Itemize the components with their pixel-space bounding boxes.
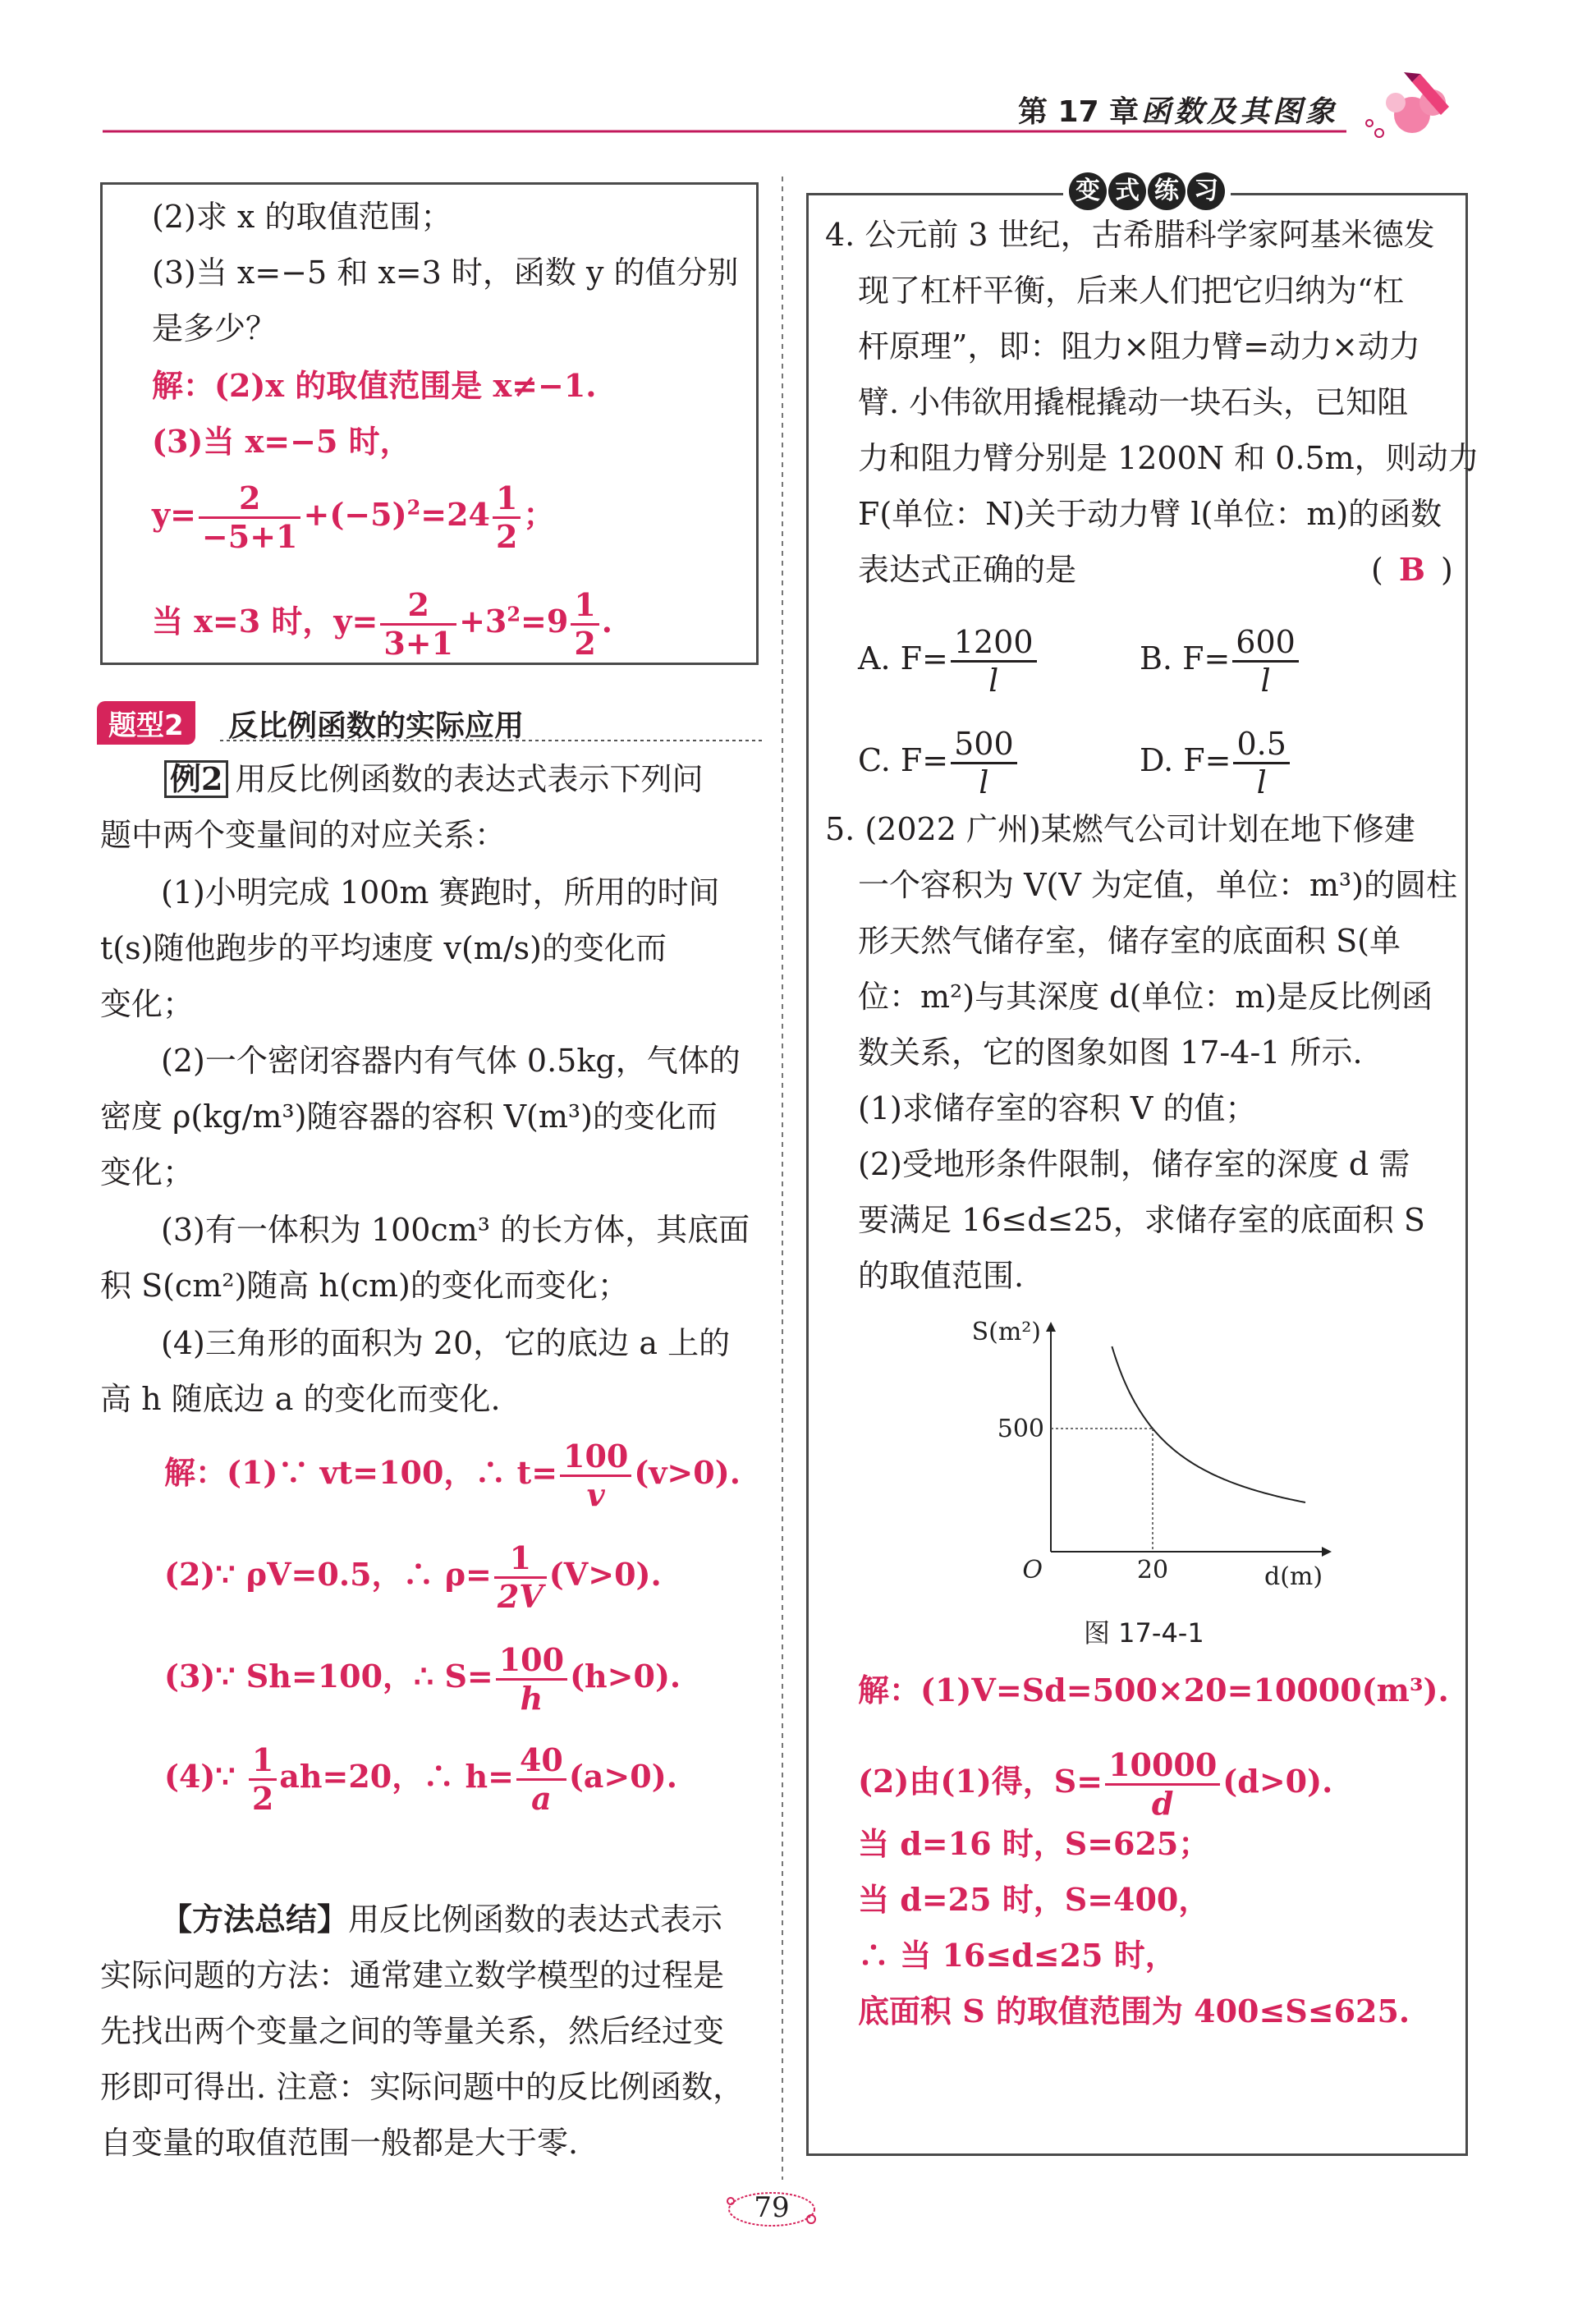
fraction [1233,726,1289,800]
eq-end: (a>0). [568,1758,677,1795]
denominator: l [1260,663,1271,699]
q4-line-5: 力和阻力臂分别是 1200N 和 0.5m，则动力 [858,440,1479,476]
solution-3 [164,1642,681,1717]
x-axis-arrow [1322,1547,1332,1557]
question-3-line-1: (3)当 x=−5 和 x=3 时，函数 y 的值分别 [152,255,739,291]
answer-3-equation [152,480,554,555]
column-divider [780,177,785,2180]
page-number-badge [722,2188,821,2231]
y-axis-label: S(m²) [971,1318,1041,1346]
numerator: 1 [571,587,598,626]
eq-middle: ah=20，∴ h= [279,1758,514,1795]
fraction [199,480,301,555]
q4-line-4: 臂. 小伟欲用撬棍撬动一块石头，已知阻 [858,384,1409,420]
denominator: l [979,764,989,800]
fraction [951,726,1017,800]
numerator: 100 [560,1438,631,1477]
option-b [1140,624,1301,699]
denominator: h [520,1680,543,1717]
example-line-1 [164,759,703,799]
answer-2: 解：(2)x 的取值范围是 x≠−1. [152,367,597,404]
example-label-text: 例 [170,760,202,797]
practice-tag-char: 习 [1187,172,1225,210]
q5-line-8: 要满足 16≤d≤25，求储存室的底面积 S [858,1202,1425,1238]
example-text: 用反比例函数的表达式表示下列问 [235,761,704,797]
solution-1 [164,1438,741,1513]
numerator: 600 [1232,624,1299,663]
q4-line-6: F(单位：N)关于动力臂 l(单位：m)的函数 [858,496,1442,532]
example-line-10: 积 S(cm²)随高 h(cm)的变化而变化； [100,1268,629,1304]
q4-line-2: 现了杠杆平衡，后来人们把它归纳为“杠 [858,273,1405,309]
q4-answer-letter: B [1398,551,1425,588]
example-line-4: t(s)随他跑步的平均速度 v(m/s)的变化而 [100,930,667,966]
example-line-8: 变化； [100,1154,195,1190]
numerator: 2 [199,480,301,519]
option-label: C. F= [858,742,949,778]
eq-middle: +(−5) [303,496,407,533]
example-line-11: (4)三角形的面积为 20，它的底边 a 上的 [161,1325,731,1361]
q5-line-4: 位：m²)与其深度 d(单位：m)是反比例函 [858,979,1433,1015]
method-title: 【方法总结】 [161,1901,349,1938]
fraction [951,624,1037,699]
denominator: 2 [251,1780,274,1817]
q4-line-7: 表达式正确的是 [858,552,1077,588]
option-label: B. F= [1140,640,1231,677]
answer-3-intro: (3)当 x=−5 时， [152,423,411,460]
eq-end: (V>0). [548,1556,662,1593]
fraction [494,1540,547,1615]
fraction [380,587,456,662]
q4-line-3: 杆原理”，即：阻力×阻力臂=动力×动力 [858,328,1420,365]
q5-line-2: 一个容积为 V(V 为定值，单位：m³)的圆柱 [858,867,1457,903]
half-fraction [249,1742,277,1817]
pencil-flower-icon [1363,57,1470,148]
option-a [858,624,1039,699]
section-title: 反比例函数的实际应用 [228,709,525,743]
eq-prefix: (2)由(1)得，S= [858,1763,1103,1800]
q5-line-7: (2)受地形条件限制，储存室的深度 d 需 [858,1146,1410,1182]
x-axis-label: d(m) [1264,1562,1323,1591]
x-tick-label: 20 [1136,1556,1169,1585]
example-line-3: (1)小明完成 100m 赛跑时，所用的时间 [161,874,720,910]
eq-prefix: (2)∵ ρV=0.5，∴ ρ= [164,1556,492,1593]
y-tick-label: 500 [997,1415,1044,1443]
option-c [858,726,1020,800]
denominator: v [586,1476,605,1513]
eq-end: (v>0). [634,1454,741,1491]
method-line-4: 形即可得出. 注意：实际问题中的反比例函数， [100,2069,745,2105]
figure-caption: 图 17-4-1 [1084,1617,1204,1649]
method-text: 用反比例函数的表达式表示 [348,1901,723,1938]
q5-solution-4: 当 d=25 时，S=400， [858,1881,1210,1918]
chapter-title: 函数及其图象 [1141,94,1339,129]
denominator: l [988,663,999,699]
denominator: 3+1 [383,625,454,662]
eq-end: (d>0). [1222,1763,1333,1800]
example-line-2: 题中两个变量间的对应关系： [100,817,507,853]
eq-end: . [601,603,613,640]
numerator: 0.5 [1233,726,1289,764]
fraction [1105,1747,1220,1822]
origin-label: O [1022,1556,1043,1585]
exponent: 2 [406,495,421,520]
example-label-number: 2 [201,760,223,797]
method-line-2: 实际问题的方法：通常建立数学模型的过程是 [100,1957,725,1993]
numerator: 1200 [951,624,1037,663]
eq-prefix: (3)∵ Sh=100，∴ S= [164,1658,493,1695]
q4-answer: ( B ) [1371,551,1453,588]
q5-line-1: 5. (2022 广州)某燃气公司计划在地下修建 [825,811,1415,847]
question-2: (2)求 x 的取值范围； [152,199,452,235]
fraction [516,1742,566,1817]
method-line-3: 先找出两个变量之间的等量关系，然后经过变 [100,2013,725,2049]
practice-tag-char: 式 [1108,172,1146,210]
q5-solution-6: 底面积 S 的取值范围为 400≤S≤625. [858,1993,1410,2030]
method-line-1 [161,1900,722,1939]
q5-solution-1: 解：(1)V=Sd=500×20=10000(m³). [858,1672,1449,1708]
eq-result: =24 [420,496,491,533]
page-header [0,0,1596,148]
eq-prefix: y= [152,496,196,533]
example-line-7: 密度 ρ(kg/m³)随容器的容积 V(m³)的变化而 [100,1098,718,1135]
mixed-fraction [571,587,598,662]
data-curve [1112,1346,1305,1502]
denominator: 2V [497,1578,543,1615]
answer-4-equation [152,587,612,662]
numerator: 1 [249,1742,277,1781]
q5-solution-5: ∴ 当 16≤d≤25 时， [858,1937,1176,1974]
eq-end: ； [523,496,555,533]
numerator: 10000 [1105,1747,1220,1786]
denominator: l [1256,764,1267,800]
eq-prefix: (4)∵ [164,1758,246,1795]
example-line-6: (2)一个密闭容器内有气体 0.5kg，气体的 [161,1043,741,1079]
option-label: A. F= [858,640,948,677]
practice-tag-char: 练 [1148,172,1186,210]
y-axis-arrow [1046,1322,1056,1332]
solution-4 [164,1742,677,1817]
numerator: 1 [493,480,521,519]
mixed-fraction [493,480,521,555]
q5-line-5: 数关系，它的图象如图 17-4-1 所示. [858,1034,1363,1071]
fraction [560,1438,631,1513]
page-number: 79 [754,2191,790,2224]
example-line-9: (3)有一体积为 100cm³ 的长方体，其底面 [161,1212,750,1248]
q5-line-9: 的取值范围. [858,1258,1025,1294]
denominator: 2 [496,518,518,555]
section-heading [97,698,762,744]
eq-prefix: 当 x=3 时，y= [152,603,378,640]
numerator: 2 [380,587,456,626]
q5-line-3: 形天然气储存室，储存室的底面积 S(单 [858,923,1401,959]
q5-solution-3: 当 d=16 时，S=625； [858,1825,1210,1862]
practice-tag-char: 变 [1069,172,1107,210]
inverse-function-chart [961,1314,1338,1601]
example-line-5: 变化； [100,986,195,1022]
chapter-number: 第 17 章 [1018,95,1140,129]
section-dotted-rule [220,737,762,744]
example-line-12: 高 h 随底边 a 的变化而变化. [100,1381,501,1417]
option-label: D. F= [1140,742,1231,778]
fraction [1232,624,1299,699]
section-tag: 题型2 [97,701,195,745]
numerator: 500 [951,726,1017,764]
q5-solution-2 [858,1747,1332,1822]
numerator: 100 [496,1642,567,1681]
example-label [164,760,228,798]
numerator: 40 [516,1742,566,1781]
header-rule [0,123,1596,140]
q5-line-6: (1)求储存室的容积 V 的值； [858,1090,1257,1126]
method-line-5: 自变量的取值范围一般都是大于零. [100,2125,579,2161]
eq-middle: +3 [459,603,507,640]
denominator: d [1151,1785,1174,1822]
denominator: −5+1 [201,518,298,555]
fraction [496,1642,567,1717]
practice-tag [1063,172,1231,210]
eq-end: (h>0). [570,1658,681,1695]
denominator: 2 [574,625,596,662]
eq-prefix: 解：(1)∵ vt=100，∴ t= [164,1454,558,1491]
solution-2 [164,1540,662,1615]
eq-result: =9 [521,603,569,640]
numerator: 1 [494,1540,547,1579]
question-3-line-2: 是多少？ [152,310,277,346]
denominator: a [531,1780,552,1817]
exponent: 2 [507,602,521,626]
option-d [1140,726,1292,800]
q4-line-1: 4. 公元前 3 世纪，古希腊科学家阿基米德发 [825,217,1435,253]
